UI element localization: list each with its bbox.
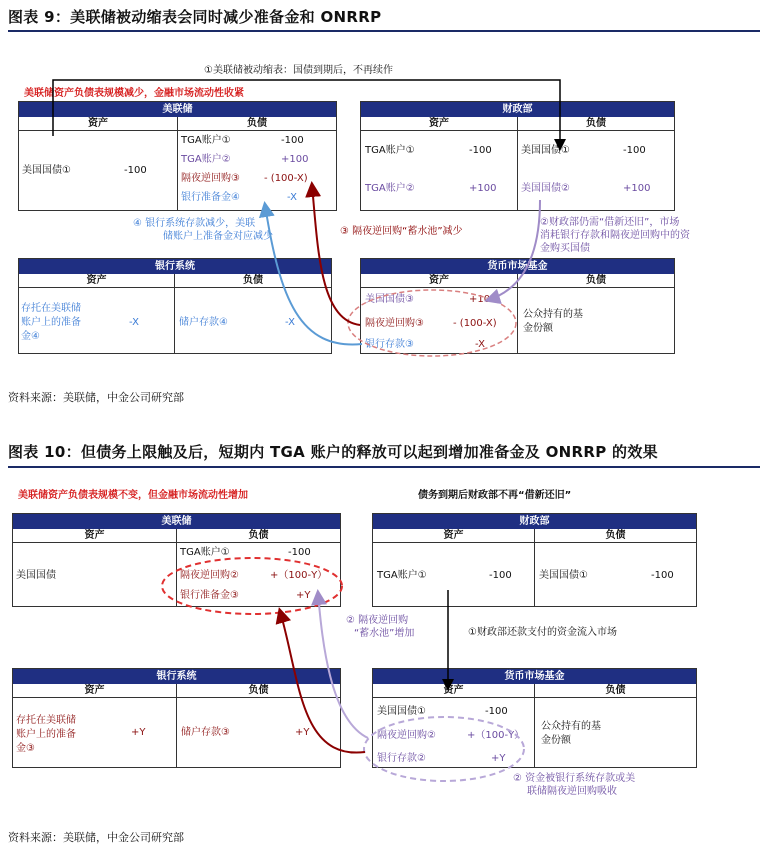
step1-note: ①美联储被动缩表：国债到期后，不再续作 xyxy=(204,65,393,76)
bank2-asset-line-3: 金③ xyxy=(16,743,35,754)
bank2-liab-item: 储户存款③ xyxy=(181,727,230,738)
mmf-row-1-value: +100 xyxy=(469,294,497,305)
mmf-header: 货币市场基金 xyxy=(361,259,674,274)
note-2-line-3: 金购买国债 xyxy=(540,243,590,254)
mmf-assets-header: 资产 xyxy=(361,274,517,288)
treasury2-asset-value: -100 xyxy=(489,570,512,581)
mmf-liab-header-2: 负债 xyxy=(535,684,696,698)
mmf-liab-line-2: 金份额 xyxy=(523,323,553,334)
treasury-liab-header-2: 负债 xyxy=(535,529,696,543)
treasury-header: 财政部 xyxy=(361,102,674,117)
mmf-row-1-label: 美国国债③ xyxy=(365,294,414,305)
note-4-line-2: 储账户上准备金对应减少 xyxy=(163,231,273,242)
figure-10-title: 图表 10：但债务上限触及后，短期内 TGA 账户的释放可以起到增加准备金及 ONRRP 的效果 xyxy=(8,443,658,461)
fed2-liab-row-1-value: -100 xyxy=(288,547,311,558)
fig10-note-1: ①财政部还款支付的资金流入市场 xyxy=(468,627,617,638)
fig10-note-bottom-line-2: 联储隔夜逆回购吸收 xyxy=(527,786,617,797)
treasury2-liab-value: -100 xyxy=(651,570,674,581)
bank-asset-value: -X xyxy=(129,317,139,328)
mmf-row-3-value: -X xyxy=(475,339,485,350)
fed-constant-red-note: 美联储资产负债表规模不变，但金融市场流动性增加 xyxy=(18,490,248,501)
maturity-arrow xyxy=(53,80,560,148)
figure-9-source: 资料来源：美联储，中金公司研究部 xyxy=(8,391,184,404)
fed-liab-row-4-label: 银行准备金④ xyxy=(181,192,240,203)
fed-liab-row-1-label: TGA账户① xyxy=(181,135,231,146)
treasury-asset-row-1-label: TGA账户① xyxy=(365,145,415,156)
fed2-liab-row-2-value: +（100-Y） xyxy=(270,570,328,581)
note-4-line-1: ④ 银行系统存款减少，美联 xyxy=(133,218,256,229)
treasury-no-rollover-note: 债务到期后财政部不再“借新还旧” xyxy=(418,490,572,501)
mmf2-row-1-label: 美国国债① xyxy=(377,706,426,717)
note-3: ③ 隔夜逆回购“蓄水池”减少 xyxy=(340,226,463,237)
mmf2-row-2-label: 隔夜逆回购② xyxy=(377,730,436,741)
treasury-header-2: 财政部 xyxy=(373,514,696,529)
bank2-asset-line-1: 存托在美联储 xyxy=(16,715,76,726)
mmf2-row-3-value: +Y xyxy=(491,753,506,764)
mmf-highlight-ellipse-2 xyxy=(364,717,524,781)
fed-liab-row-1-value: -100 xyxy=(281,135,304,146)
fed-liab-header: 负债 xyxy=(178,117,336,131)
treasury-liab-row-1-value: -100 xyxy=(623,145,646,156)
treasury-liab-row-1-label: 美国国债① xyxy=(521,145,570,156)
treasury-liab-header: 负债 xyxy=(518,117,674,131)
mmf2-liab-line-2: 金份额 xyxy=(541,735,571,746)
fed-header-2: 美联储 xyxy=(13,514,340,529)
fed2-liab-row-3-value: +Y xyxy=(296,590,311,601)
treasury-to-mmf-arrow xyxy=(488,200,540,300)
mmf2-liab-line-1: 公众持有的基 xyxy=(541,721,601,732)
fed-liab-header-2: 负债 xyxy=(177,529,340,543)
onrrp-arrow xyxy=(312,185,360,325)
mmf2-row-1-value: -100 xyxy=(485,706,508,717)
bank-liab-header: 负债 xyxy=(175,274,331,288)
treasury-assets-header-2: 资产 xyxy=(373,529,534,543)
treasury-asset-row-2-label: TGA账户② xyxy=(365,183,415,194)
fed2-liab-row-2-label: 隔夜逆回购② xyxy=(180,570,239,581)
bank2-liab-value: +Y xyxy=(295,727,310,738)
fed-asset-item: 美国国债① xyxy=(22,165,71,176)
treasury-asset-row-2-value: +100 xyxy=(469,183,497,194)
mmf-header-2: 货币市场基金 xyxy=(373,669,696,684)
fig10-note-bottom-line-1: ② 资金被银行系统存款或美 xyxy=(513,773,636,784)
fed-liab-row-4-value: -X xyxy=(287,192,297,203)
note-2-line-2: 消耗银行存款和隔夜逆回购中的资 xyxy=(540,230,690,241)
fed-shrink-red-note: 美联储资产负债表规模减少，金融市场流动性收紧 xyxy=(24,88,244,99)
fed2-liab-row-3-label: 银行准备金③ xyxy=(180,590,239,601)
figure-9-title: 图表 9：美联储被动缩表会同时减少准备金和 ONRRP xyxy=(8,8,382,26)
bank-assets-header-2: 资产 xyxy=(13,684,176,698)
reserve-arrow xyxy=(265,205,362,344)
fed-asset-item-2: 美国国债 xyxy=(16,570,56,581)
treasury-asset-row-1-value: -100 xyxy=(469,145,492,156)
bank-header: 银行系统 xyxy=(19,259,331,274)
bank2-asset-line-2: 账户上的准备 xyxy=(16,729,76,740)
fed2-liab-row-1-label: TGA账户① xyxy=(180,547,230,558)
treasury-liab-row-2-label: 美国国债② xyxy=(521,183,570,194)
treasury-liab-row-2-value: +100 xyxy=(623,183,651,194)
fed-liab-row-2-value: +100 xyxy=(281,154,309,165)
figure-10-source: 资料来源：美联储，中金公司研究部 xyxy=(8,831,184,844)
bank-asset-line-1: 存托在美联储 xyxy=(21,303,81,314)
bank-liab-header-2: 负债 xyxy=(177,684,340,698)
treasury-assets-header: 资产 xyxy=(361,117,517,131)
mmf2-row-2-value: +（100-Y） xyxy=(467,730,525,741)
mmf-row-2-value: - (100-X) xyxy=(453,318,497,329)
mmf-assets-header-2: 资产 xyxy=(373,684,534,698)
note-2-line-1: ②财政部仍需“借新还旧”，市场 xyxy=(540,217,680,228)
treasury2-liab-label: 美国国债① xyxy=(539,570,588,581)
bank-liab-item: 储户存款④ xyxy=(179,317,228,328)
bank-assets-header: 资产 xyxy=(19,274,174,288)
bank-asset-line-2: 账户上的准备 xyxy=(21,317,81,328)
bank-liab-value: -X xyxy=(285,317,295,328)
fig10-note-2-line-2: “蓄水池”增加 xyxy=(354,628,415,639)
mmf-row-3-label: 银行存款③ xyxy=(365,339,414,350)
fed-assets-header: 资产 xyxy=(19,117,177,131)
treasury2-asset-label: TGA账户① xyxy=(377,570,427,581)
bank-header-2: 银行系统 xyxy=(13,669,340,684)
fed-highlight-ellipse xyxy=(162,558,342,614)
fed-liab-row-3-value: - (100-X) xyxy=(264,173,308,184)
fed-header: 美联储 xyxy=(19,102,336,117)
fed-asset-value: -100 xyxy=(124,165,147,176)
fed-assets-header-2: 资产 xyxy=(13,529,176,543)
mmf-row-2-label: 隔夜逆回购③ xyxy=(365,318,424,329)
mmf2-row-3-label: 银行存款② xyxy=(377,753,426,764)
onrrp-increase-arrow xyxy=(318,593,368,738)
bank-asset-line-3: 金④ xyxy=(21,331,40,342)
bank2-asset-value: +Y xyxy=(131,727,146,738)
mmf-liab-header: 负债 xyxy=(518,274,674,288)
fed-liab-row-2-label: TGA账户② xyxy=(181,154,231,165)
fig10-note-2-line-1: ② 隔夜逆回购 xyxy=(346,615,409,626)
mmf-liab-line-1: 公众持有的基 xyxy=(523,309,583,320)
fed-liab-row-3-label: 隔夜逆回购③ xyxy=(181,173,240,184)
